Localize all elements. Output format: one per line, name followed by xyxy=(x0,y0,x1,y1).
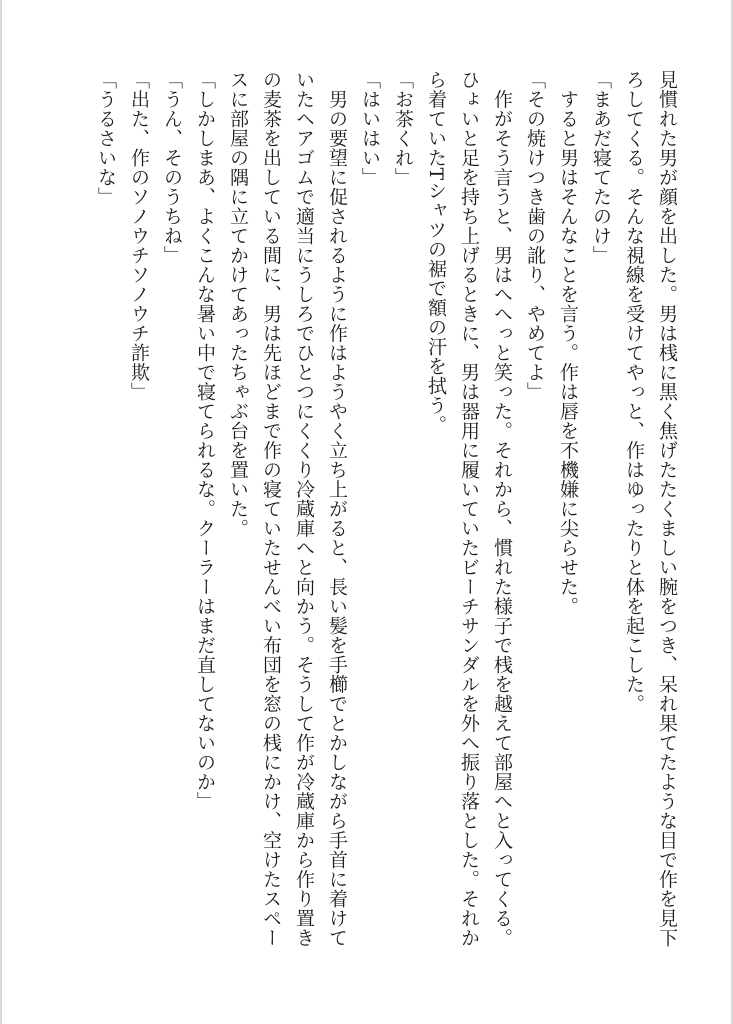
text-line: 「その焼けつき歯の訛り、やめてよ」 xyxy=(524,70,546,402)
text-line: 「お茶くれ」 xyxy=(392,70,414,187)
text-line: 「しかしまあ、よくこんな暑い中で寝てられるな。クーラーはまだ直してないのか」 xyxy=(194,70,216,811)
text-line: 男の要望に促されるように作はようやく立ち上がると、長い髪を手櫛でとかしながら手首に着けて xyxy=(326,70,348,948)
text-line: ろしてくる。そんな視線を受けてやっと、作はゆったりと体を起こした。 xyxy=(623,70,645,714)
text-line: 「うるさいな」 xyxy=(95,70,117,207)
text-line: 「うん、そのうちね」 xyxy=(161,70,183,265)
text-line: すると男はそんなことを言う。作は唇を不機嫌に尖らせた。 xyxy=(557,70,579,616)
text-line: 「まあだ寝てたのけ」 xyxy=(590,70,612,265)
text-line: 「はいはい」 xyxy=(359,70,381,187)
text-line: の麦茶を出している間に、男は先ほどまで作の寝ていたせんべい布団を窓の桟にかけ、空けたスペー xyxy=(260,70,282,948)
text-line: いたヘアゴムで適当にうしろでひとつにくくり冷蔵庫へと向かう。そうして作が冷蔵庫から作り置き xyxy=(293,70,315,948)
text-line: ら着ていたTシャツの裾で額の汗を拭う。 xyxy=(425,70,447,435)
vertical-text-body xyxy=(89,70,683,970)
text-line: ひょいと足を持ち上げるときに、男は器用に履いていたビーチサンダルを外へ振り落とした。それか xyxy=(458,70,480,948)
text-line: 作がそう言うと、男はへへっと笑った。それから、慣れた様子で桟を越えて部屋へと入ってくる。 xyxy=(491,70,513,948)
text-line: 見慣れた男が顔を出した。男は桟に黒く焦げたたくましい腕をつき、呆れ果てたような目で作を見下 xyxy=(656,70,678,948)
text-line: 「出た、作のソノウチソノウチ詐欺」 xyxy=(128,70,150,402)
text-line: スに部屋の隅に立てかけてあったちゃぶ台を置いた。 xyxy=(227,70,249,538)
